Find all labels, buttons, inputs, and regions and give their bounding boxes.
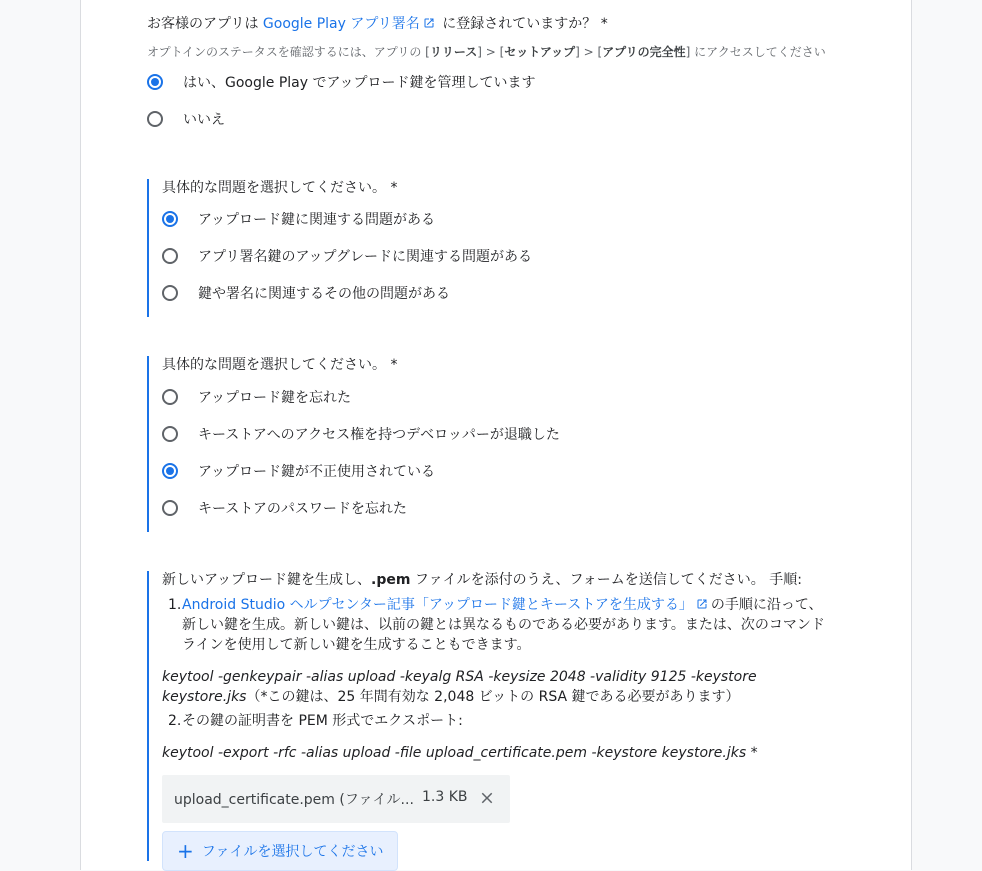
required-marker: * xyxy=(750,745,758,761)
radio-unchecked-icon xyxy=(162,285,178,301)
radio-checked-icon xyxy=(162,211,178,227)
section-indicator-bar xyxy=(147,571,149,861)
radio-unchecked-icon xyxy=(162,426,178,442)
android-studio-help-link[interactable]: Android Studio ヘルプセンター記事「アップロード鍵とキーストアを生成する」 xyxy=(182,597,711,613)
question-app-signing-title: お客様のアプリは Google Play アプリ署名 に登録されていますか？ * xyxy=(147,16,608,32)
attached-file-name: upload_certificate.pem (ファイル... xyxy=(174,792,414,808)
radio-unchecked-icon xyxy=(147,111,163,127)
radio-option-upload-key-issue[interactable]: アップロード鍵に関連する問題がある xyxy=(162,207,435,231)
command-genkeypair: keytool -genkeypair -alias upload -keyalg RSA -keysize 2048 -validity 9125 -keystore keystore.jks（*この鍵は、25 年間有効な 2,048 ビットの RSA 鍵である必要があります） xyxy=(162,669,757,705)
radio-option-forgot-keystore-password[interactable]: キーストアのパスワードを忘れた xyxy=(162,496,407,520)
instructions-intro: 新しいアップロード鍵を生成し、.pem ファイルを添付のうえ、フォームを送信してください。 手順: xyxy=(162,572,802,588)
close-icon[interactable] xyxy=(478,789,496,807)
step-1-text: Android Studio ヘルプセンター記事「アップロード鍵とキーストアを生成する」 の手順に沿って、新しい鍵を生成。新しい鍵は、以前の鍵とは異なるものである必要があります。または、次のコマンドラインを使用して新しい鍵を生成することもできます。 xyxy=(182,597,825,653)
external-link-icon xyxy=(423,17,435,29)
question-upload-key-issue-title: 具体的な問題を選択してください。 * xyxy=(162,357,398,373)
radio-option-other-key-issue[interactable]: 鍵や署名に関連するその他の問題がある xyxy=(162,281,450,305)
command-export: keytool -export -rfc -alias upload -file upload_certificate.pem -keystore keystore.jks * xyxy=(162,745,758,761)
google-play-app-signing-link[interactable]: Google Play アプリ署名 xyxy=(263,16,438,32)
radio-unchecked-icon xyxy=(162,389,178,405)
radio-option-no[interactable]: いいえ xyxy=(147,107,225,131)
radio-unchecked-icon xyxy=(162,500,178,516)
external-link-icon xyxy=(696,598,708,610)
radio-option-developer-left[interactable]: キーストアへのアクセス権を持つデベロッパーが退職した xyxy=(162,422,560,446)
attached-file-chip xyxy=(162,775,510,823)
radio-checked-icon xyxy=(162,463,178,479)
required-marker: * xyxy=(600,16,608,32)
attached-file-size: 1.3 KB xyxy=(422,789,468,805)
radio-option-signing-key-upgrade[interactable]: アプリ署名鍵のアップグレードに関連する問題がある xyxy=(162,244,532,268)
question-app-signing-hint: オプトインのステータスを確認するには、アプリの [リリース] > [セットアップ] > [アプリの完全性] にアクセスしてください xyxy=(147,45,826,59)
radio-unchecked-icon xyxy=(162,248,178,264)
section-indicator-bar xyxy=(147,179,149,317)
radio-option-key-compromised[interactable]: アップロード鍵が不正使用されている xyxy=(162,459,435,483)
radio-checked-icon xyxy=(147,74,163,90)
question-issue-type-title: 具体的な問題を選択してください。 * xyxy=(162,180,398,196)
section-indicator-bar xyxy=(147,356,149,532)
choose-file-button[interactable]: + ファイルを選択してください xyxy=(162,831,398,871)
step-2-text: その鍵の証明書を PEM 形式でエクスポート: xyxy=(182,713,463,729)
required-marker: * xyxy=(390,357,398,373)
step-2-number: 2. xyxy=(168,713,182,729)
required-marker: * xyxy=(390,180,398,196)
plus-icon: + xyxy=(177,839,194,863)
step-1-number: 1. xyxy=(168,597,182,613)
radio-option-forgot-upload-key[interactable]: アップロード鍵を忘れた xyxy=(162,385,351,409)
radio-option-yes[interactable]: はい、Google Play でアップロード鍵を管理しています xyxy=(147,70,536,94)
